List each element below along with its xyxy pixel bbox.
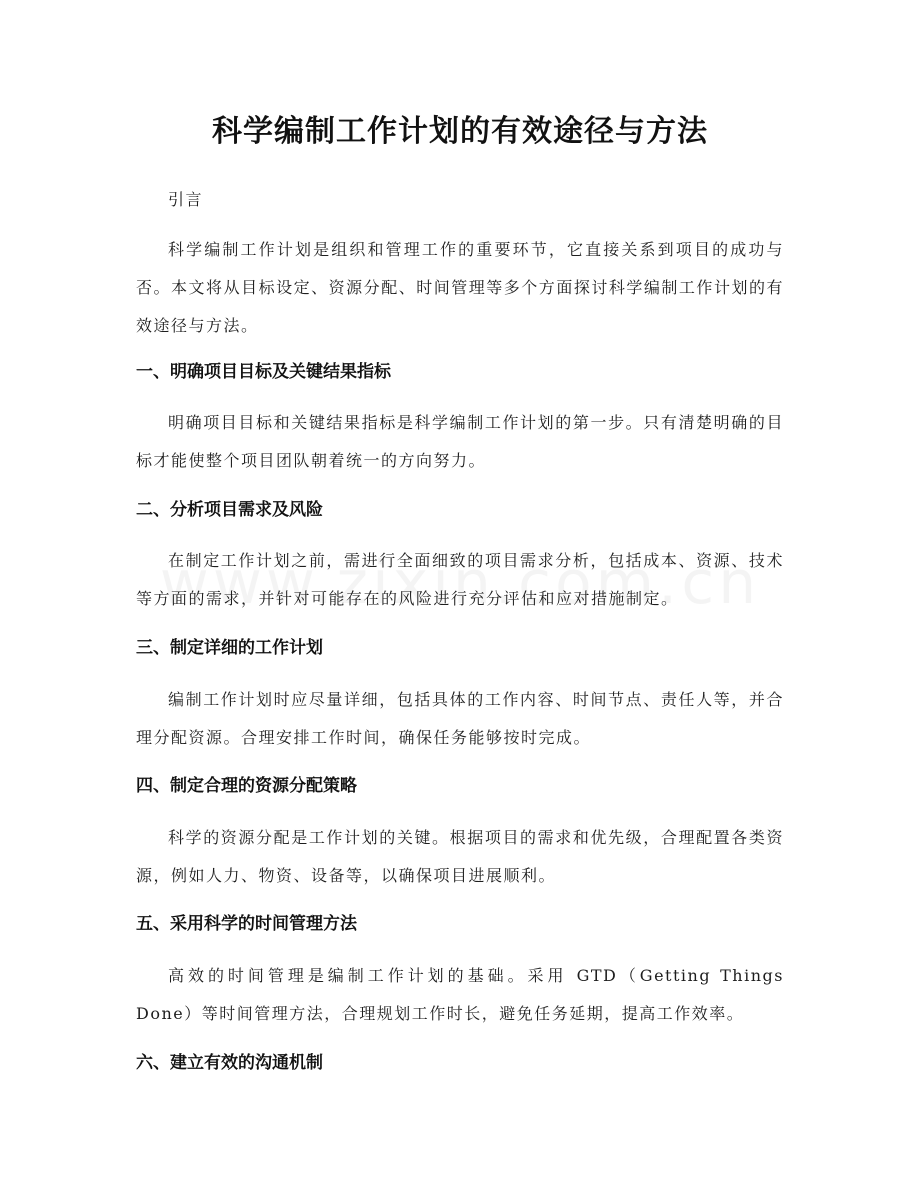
section-body-3: 编制工作计划时应尽量详细，包括具体的工作内容、时间节点、责任人等，并合理分配资源。合理安排工作时间，确保任务能够按时完成。 bbox=[136, 690, 784, 747]
section-heading-4: 四、制定合理的资源分配策略 bbox=[136, 776, 357, 796]
section-body-4: 科学的资源分配是工作计划的关键。根据项目的需求和优先级，合理配置各类资源，例如人力、物资、设备等，以确保项目进展顺利。 bbox=[136, 828, 784, 885]
document-title: 科学编制工作计划的有效途径与方法 bbox=[212, 114, 708, 149]
section-heading-6: 六、建立有效的沟通机制 bbox=[136, 1053, 323, 1073]
section-heading-1: 一、明确项目目标及关键结果指标 bbox=[136, 362, 391, 382]
intro-label: 引言 bbox=[168, 190, 204, 209]
section-heading-5: 五、采用科学的时间管理方法 bbox=[136, 914, 357, 934]
section-heading-2: 二、分析项目需求及风险 bbox=[136, 500, 323, 520]
section-body-2: 在制定工作计划之前，需进行全面细致的项目需求分析，包括成本、资源、技术等方面的需求，并针对可能存在的风险进行充分评估和应对措施制定。 bbox=[136, 551, 784, 608]
section-body-1: 明确项目目标和关键结果指标是科学编制工作计划的第一步。只有清楚明确的目标才能使整个项目团队朝着统一的方向努力。 bbox=[136, 413, 784, 470]
intro-paragraph: 科学编制工作计划是组织和管理工作的重要环节，它直接关系到项目的成功与否。本文将从目标设定、资源分配、时间管理等多个方面探讨科学编制工作计划的有效途径与方法。 bbox=[136, 240, 784, 335]
section-body-5: 高效的时间管理是编制工作计划的基础。采用 GTD（Getting Things Done）等时间管理方法，合理规划工作时长，避免任务延期，提高工作效率。 bbox=[136, 966, 784, 1023]
section-heading-3: 三、制定详细的工作计划 bbox=[136, 638, 323, 658]
